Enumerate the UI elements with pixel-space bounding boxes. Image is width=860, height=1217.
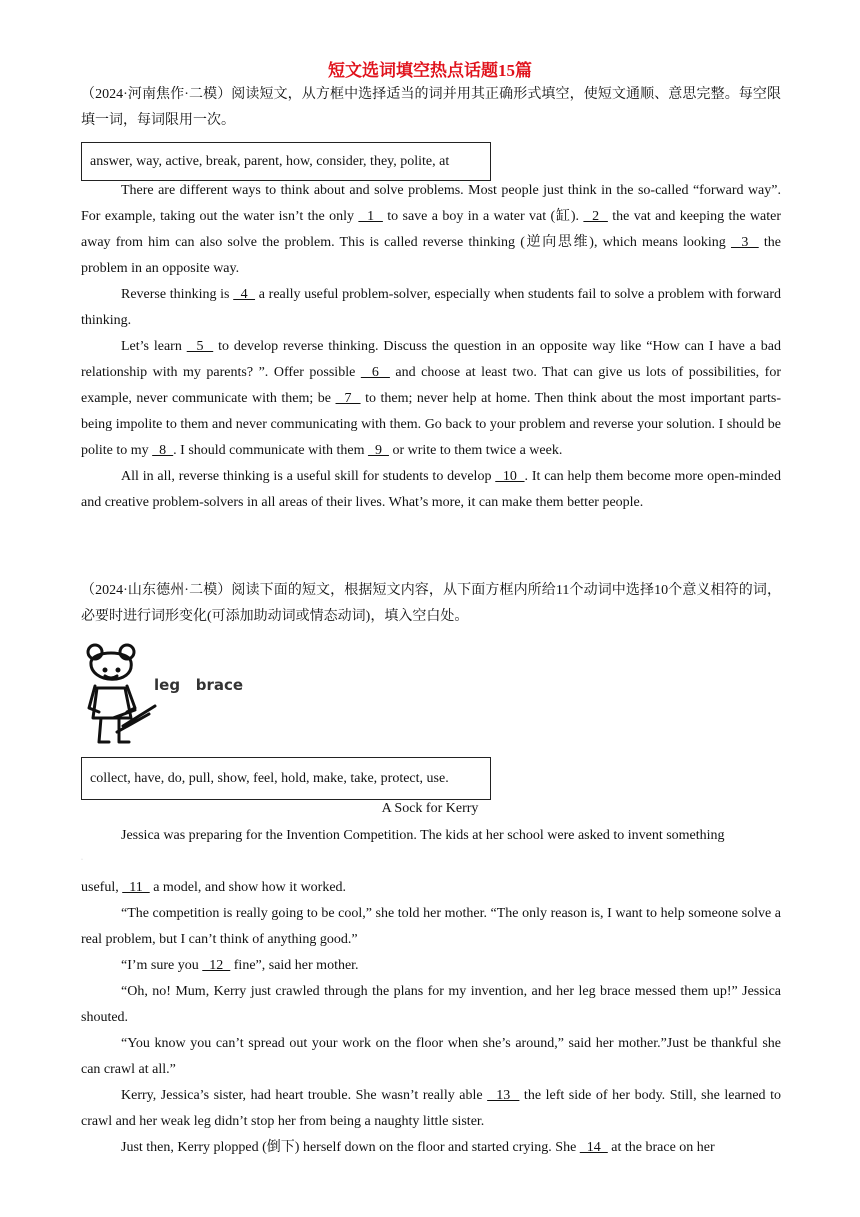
passage-2-para-5: “You know you can’t spread out your work on the floor when she’s around,” said her mother.”Just be thankful she can crawl at all.” xyxy=(81,1036,781,1077)
passage-2-para-1: Jessica was preparing for the Invention Competition. The kids at her school were asked to invent something xyxy=(121,828,725,843)
passage-2-para-4: “Oh, no! Mum, Kerry just crawled through the plans for my invention, and her leg brace messed them up!” Jessica shouted. xyxy=(81,984,781,1025)
word-box-1-text: answer, way, active, break, parent, how, consider, they, polite, at xyxy=(90,153,450,169)
blank-10[interactable]: 10 xyxy=(495,469,525,484)
leg-brace-figure xyxy=(83,642,253,746)
blank-6[interactable]: 6 xyxy=(360,365,390,380)
passage-1-para-2: Reverse thinking is 4 a really useful problem-solver, especially when students fail to solve a problem with forward thinking. xyxy=(81,287,781,328)
blank-3[interactable]: 3 xyxy=(730,235,759,250)
blank-5[interactable]: 5 xyxy=(186,339,214,354)
blank-11[interactable]: 11 xyxy=(122,880,150,895)
figure-label: leg brace xyxy=(154,676,244,694)
blank-14[interactable]: 14 xyxy=(579,1140,608,1155)
passage-2-para-7: Just then, Kerry plopped (倒下) herself down on the floor and started crying. She 14 at the brace on her xyxy=(121,1140,715,1155)
passage-2-para-6: Kerry, Jessica’s sister, had heart trouble. She wasn’t really able 13 the left side of her body. Still, she learned to crawl and her weak leg didn’t stop her from being a naughty little sister. xyxy=(81,1088,781,1129)
blank-12[interactable]: 12 xyxy=(202,958,231,973)
passage-1-para-3: Let’s learn 5 to develop reverse thinking. Discuss the question in an opposite way like “How can I have a bad relationship with my parents? ”. Offer possible 6 and choose at least two. That can give us lots of possibilities, for example, never communicate with them; be 7 to them; never help at home. Then think about the most important parts-being impolite to them and never communicating with them. Go back to your problem and reverse your solution. I should be polite to my 8 . I should communicate with them 9 or write to them twice a week. xyxy=(81,339,782,458)
cartoon-girl-leg-brace-icon xyxy=(83,642,253,746)
section2-instruction: （2024·山东德州·二模）阅读下面的短文，根据短文内容，从下面方框内所给11个动词中选择10个意义相符的词，必要时进行词形变化(可添加助动词或情态动词)，填入空白处。 xyxy=(81,583,781,624)
word-box-2-text: collect, have, do, pull, show, feel, hold, make, take, protect, use. xyxy=(90,770,449,786)
passage-2-para-1-cont: useful, 11 a model, and show how it worked. xyxy=(81,880,347,895)
section2-instruction-block xyxy=(81,578,781,630)
section1-instruction-block xyxy=(81,82,781,134)
passage-1 xyxy=(81,178,781,516)
story-title: A Sock for Kerry xyxy=(381,801,479,816)
word-box-2 xyxy=(81,757,491,800)
passage-1-para-4: All in all, reverse thinking is a useful skill for students to develop 10 . It can help them become more open-minded and creative problem-solvers in all areas of their lives. What’s more, it can make them better people. xyxy=(81,469,781,510)
blank-8[interactable]: 8 xyxy=(152,443,174,458)
document-page: 短文选词填空热点话题15篇 （2024·河南焦作·二模）阅读短文，从方框中选择适当的词并用其正确形式填空，使短文通顺、意思完整。每空限填一词，每词限用一次。 answer, way, active, break, parent, how, consider, they, polite, at There are different ways to think about and solve problems. Most people just think in the so-called “forward way”. For example, taking out the water isn’t the only 1 to save a boy in a water vat (缸). 2 the vat and keeping the water away from him can also solve the problem. This is called reverse thinking (逆向思维), which means looking 3 the problem in an opposite way. Reverse thinking is 4 a really useful problem-solver, especially when students fail to solve a problem with forward thinking. Let’s learn 5 to develop reverse thinking. Discuss the question in an opposite way like “How can I have a bad relationship with my parents? ”. Offer possible 6 and choose at least two. That can give us lots of possibilities, for example, never communicate with them; be 7 to them; never help at home. Then think about the most important parts-being impolite to them and never communicating with them. Go back to your problem and reverse your solution. I should be polite to my 8 . I should communicate with them 9 or write to them twice a week. All in all, reverse thinking is a useful skill for students to develop 10 . It can help them become more open-minded and creative problem-solvers in all areas of their lives. What’s more, it can make them better people. （2024·山东德州·二模）阅读下面的短文，根据短文内容，从下面方框内所给11个动词中选择10个意义相符的词，必要时进行词形变化(可添加助动词或情态动词)，填入空白处。 leg brace collect, have, do, pull, show, feel, hold, make, take, protect, use. A Sock for Kerry Jessica was preparing for the Invention Competition. The kids at her school were asked to invent something · useful, 11 a model, and show how it worked. “The competition is really going to be cool,” she told her mother. “The only reason is, I want to help someone solve a real problem, but I can’t think of anything good.” “I’m sure you 12 fine”, said her mother. “Oh, no! Mum, Kerry just crawled through the plans for my invention, and her leg brace messed them up!” Jessica shouted. “You know you can’t spread out your work on the floor when she’s around,” said her mother.”Just be thankful she can crawl at all.” Kerry, Jessica’s sister, had heart trouble. She wasn’t really able 13 the left side of her body. Still, she learned to crawl and her weak leg didn’t stop her from being a naughty little sister. Just then, Kerry plopped (倒下) herself down on the floor and started crying. She 14 at the brace on her xyxy=(0,0,860,1217)
blank-4[interactable]: 4 xyxy=(233,287,256,302)
blank-1[interactable]: 1 xyxy=(358,209,383,224)
word-box-1 xyxy=(81,142,491,181)
section1-instruction: （2024·河南焦作·二模）阅读短文，从方框中选择适当的词并用其正确形式填空，使短文通顺、意思完整。每空限填一词，每词限用一次。 xyxy=(81,87,781,128)
passage-2-para-3: “I’m sure you 12 fine”, said her mother. xyxy=(121,958,359,973)
passage-2 xyxy=(81,875,781,1161)
blank-2[interactable]: 2 xyxy=(583,209,608,224)
blank-13[interactable]: 13 xyxy=(487,1088,520,1103)
passage-1-para-1: There are different ways to think about and solve problems. Most people just think in the so-called “forward way”. For example, taking out the water isn’t the only 1 to save a boy in a water vat (缸). 2 the vat and keeping the water away from him can also solve the problem. This is called reverse thinking (逆向思维), which means looking 3 the problem in an opposite way. xyxy=(81,183,782,276)
blank-7[interactable]: 7 xyxy=(335,391,361,406)
page-title: 短文选词填空热点话题15篇 xyxy=(328,61,532,80)
blank-9[interactable]: 9 xyxy=(367,443,389,458)
passage-2-opening xyxy=(81,823,781,849)
passage-2-para-2: “The competition is really going to be cool,” she told her mother. “The only reason is, I want to help someone solve a real problem, but I can’t think of anything good.” xyxy=(81,906,781,947)
